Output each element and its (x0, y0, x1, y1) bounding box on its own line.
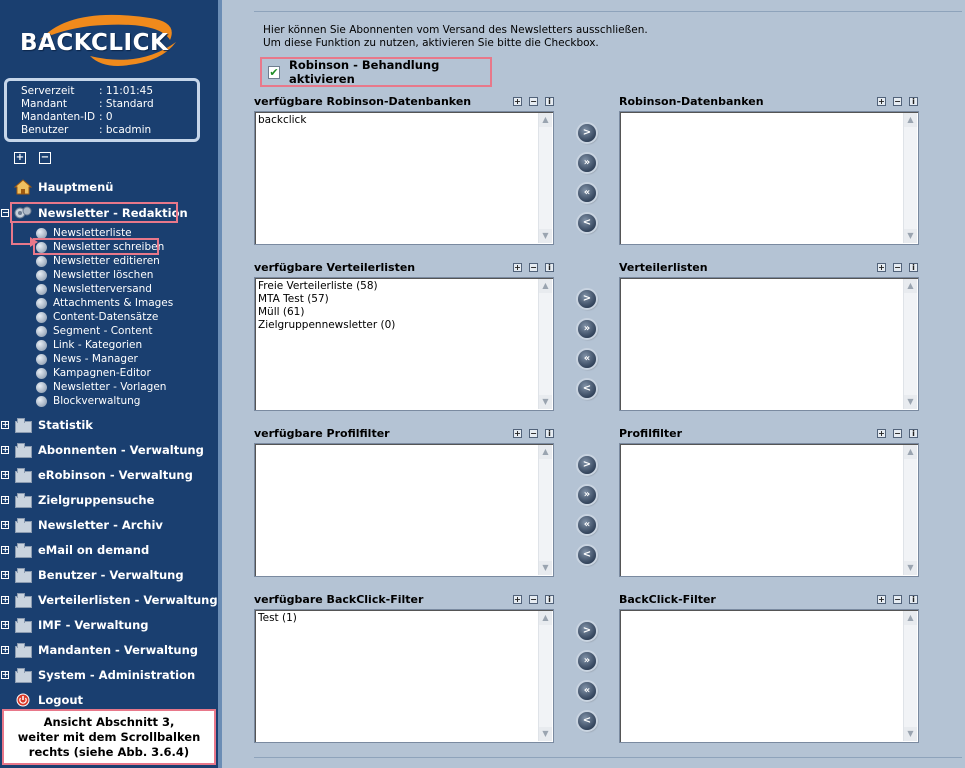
remove-all-button[interactable]: « (578, 516, 596, 534)
globe-icon (36, 312, 47, 323)
sub-item-label: Newsletterversand (53, 283, 152, 295)
globe-icon (36, 396, 47, 407)
scroll-up-icon[interactable]: ▲ (904, 113, 917, 127)
menu-item-label: eMail on demand (38, 543, 150, 557)
folder-icon (14, 543, 32, 557)
expand-icon[interactable]: + (2, 445, 9, 454)
bottom-divider (254, 757, 962, 758)
expand-panel-button[interactable]: + (878, 97, 885, 106)
folder-icon (14, 418, 32, 432)
listbox-scrollbar[interactable] (538, 611, 552, 741)
expand-icon[interactable]: + (2, 620, 9, 629)
folder-icon (14, 668, 32, 682)
expand-panel-button[interactable]: + (878, 429, 885, 438)
robinson-db-title: Robinson-Datenbanken (619, 95, 764, 108)
sub-item-label: News - Manager (53, 353, 138, 365)
expand-panel-button[interactable]: + (514, 429, 521, 438)
menu-item-email-on-demand[interactable] (0, 541, 149, 559)
collapse-panel-button[interactable]: − (894, 263, 901, 272)
scroll-down-icon[interactable]: ▼ (539, 561, 552, 575)
info-panel-button[interactable]: i (909, 97, 918, 106)
intro-text (263, 24, 648, 50)
menu-item-label: System - Administration (38, 668, 196, 682)
sub-item-newsletter-vorlagen[interactable] (36, 380, 166, 394)
available-robinson-db-title: verfügbare Robinson-Datenbanken (254, 95, 472, 108)
folder-icon (14, 493, 32, 507)
expand-panel-button[interactable]: + (878, 263, 885, 272)
info-panel-button[interactable]: i (545, 429, 554, 438)
pointer-arrow-icon (8, 220, 40, 248)
sub-item-label: Newsletter schreiben (53, 241, 165, 253)
top-divider (254, 11, 962, 12)
sub-item-label: Link - Kategorien (53, 339, 143, 351)
robinson-toggle[interactable] (260, 57, 492, 87)
menu-item-label: Zielgruppensuche (38, 493, 155, 507)
listbox-scrollbar[interactable] (903, 445, 917, 575)
available-robinson-db-list[interactable] (254, 111, 554, 245)
folder-icon (14, 443, 32, 457)
add-all-button[interactable]: » (578, 652, 596, 670)
sub-item-newsletter-editieren[interactable] (36, 254, 160, 268)
list-item[interactable]: Zielgruppennewsletter (0) (258, 319, 396, 331)
sub-item-label: Newsletterliste (53, 227, 132, 239)
listbox-scrollbar[interactable] (903, 279, 917, 409)
available-profile-filters-title: verfügbare Profilfilter (254, 427, 390, 440)
sub-item-segment-content[interactable] (36, 324, 152, 338)
sub-item-label: Newsletter - Vorlagen (53, 381, 167, 393)
menu-item-newsletter-archiv[interactable] (0, 516, 163, 534)
sub-item-link-kategorien[interactable] (36, 338, 142, 352)
globe-icon (36, 284, 47, 295)
listbox-scrollbar[interactable] (903, 611, 917, 741)
menu-item-home[interactable] (14, 178, 113, 196)
info-value: : bcadmin (99, 124, 152, 136)
expand-icon[interactable]: + (2, 420, 9, 429)
remove-all-button[interactable]: « (578, 184, 596, 202)
menu-item-statistik[interactable] (0, 416, 93, 434)
info-panel-button[interactable]: i (909, 263, 918, 272)
scroll-up-icon[interactable]: ▲ (904, 445, 917, 459)
menu-item-zielgruppensuche[interactable] (0, 491, 154, 509)
expand-all-button[interactable]: + (15, 152, 25, 163)
globe-icon (36, 326, 47, 337)
expand-panel-button[interactable]: + (878, 595, 885, 604)
info-panel-button[interactable]: i (545, 97, 554, 106)
info-panel-button[interactable]: i (909, 429, 918, 438)
scroll-up-icon[interactable]: ▲ (539, 611, 552, 625)
available-distribution-lists-list[interactable] (254, 277, 554, 411)
expand-icon[interactable]: + (2, 570, 9, 579)
add-all-button[interactable]: » (578, 320, 596, 338)
collapse-panel-button[interactable]: − (894, 595, 901, 604)
sub-item-label: Newsletter löschen (53, 269, 154, 281)
expand-icon[interactable]: + (2, 470, 9, 479)
robinson-checkbox-label: Robinson - Behandlung aktivieren (289, 58, 440, 86)
robinson-checkbox[interactable]: ✔ (269, 65, 279, 79)
expand-icon[interactable]: + (2, 545, 9, 554)
menu-item-label: Logout (38, 693, 84, 707)
info-key: Benutzer (21, 124, 69, 136)
scroll-down-icon[interactable]: ▼ (904, 229, 917, 243)
list-item[interactable]: Freie Verteilerliste (58) (258, 280, 378, 292)
sub-item-newsletterversand[interactable] (36, 282, 152, 296)
caption-line: rechts (siehe Abb. 3.6.4) (28, 745, 190, 759)
available-profile-filters-list[interactable] (254, 443, 554, 577)
menu-item-label: Hauptmenü (38, 180, 114, 194)
collapse-panel-button[interactable]: − (530, 595, 537, 604)
collapse-panel-button[interactable]: − (894, 97, 901, 106)
menu-item-benutzer-verwaltung[interactable] (0, 566, 184, 584)
scroll-down-icon[interactable]: ▼ (904, 561, 917, 575)
home-icon (14, 179, 32, 195)
sub-item-newsletter-loeschen[interactable] (36, 268, 153, 282)
menu-item-label: Newsletter - Redaktion (38, 206, 188, 220)
main-content (222, 0, 965, 768)
menu-item-label: IMF - Verwaltung (38, 618, 149, 632)
logo-wordmark: BACKCLICK (20, 30, 169, 56)
menu-item-erobinson-verwaltung[interactable] (0, 466, 193, 484)
menu-item-label: eRobinson - Verwaltung (38, 468, 193, 482)
sub-item-label: Blockverwaltung (53, 395, 141, 407)
available-distribution-lists-title: verfügbare Verteilerlisten (254, 261, 416, 274)
client-id-row (21, 111, 197, 124)
sub-item-content-datensaetze[interactable] (36, 310, 158, 324)
expand-panel-button[interactable]: + (514, 595, 521, 604)
list-item[interactable]: Müll (61) (258, 306, 305, 318)
profile-filters-list[interactable] (619, 443, 919, 577)
power-icon (16, 693, 30, 707)
menu-item-abonnenten-verwaltung[interactable] (0, 441, 204, 459)
menu-item-mandanten-verwaltung[interactable] (0, 641, 198, 659)
user-row (21, 124, 197, 137)
expand-panel-button[interactable]: + (514, 97, 521, 106)
highlight-newsletter-schreiben (33, 238, 159, 255)
menu-item-imf-verwaltung[interactable] (0, 616, 149, 634)
client-row (21, 98, 197, 111)
expand-icon[interactable]: + (2, 670, 9, 679)
sub-item-label: Attachments & Images (53, 297, 174, 309)
scroll-up-icon[interactable]: ▲ (539, 445, 552, 459)
globe-icon (36, 298, 47, 309)
info-value: : 11:01:45 (99, 85, 154, 97)
add-selected-button[interactable]: > (578, 456, 596, 474)
menu-item-verteilerlisten-verwaltung[interactable] (0, 591, 218, 609)
listbox-scrollbar[interactable] (538, 113, 552, 243)
expand-icon[interactable]: + (2, 595, 9, 604)
listbox-scrollbar[interactable] (538, 445, 552, 575)
scroll-down-icon[interactable]: ▼ (904, 727, 917, 741)
info-value: : Standard (99, 98, 154, 110)
folder-icon (14, 618, 32, 632)
add-selected-button[interactable]: > (578, 124, 596, 142)
remove-selected-button[interactable]: < (578, 546, 596, 564)
sub-item-label: Kampagnen-Editor (53, 367, 151, 379)
scroll-up-icon[interactable]: ▲ (904, 611, 917, 625)
folder-icon (14, 568, 32, 582)
intro-line: Hier können Sie Abonnenten vom Versand des Newsletters ausschließen. (263, 24, 648, 36)
collapse-panel-button[interactable]: − (530, 429, 537, 438)
menu-item-label: Abonnenten - Verwaltung (38, 443, 204, 457)
sub-item-label: Segment - Content (53, 325, 153, 337)
collapse-panel-button[interactable]: − (530, 263, 537, 272)
profile-filters-title: Profilfilter (619, 427, 683, 440)
remove-selected-button[interactable]: < (578, 214, 596, 232)
globe-icon (36, 354, 47, 365)
annotation-caption (2, 709, 216, 765)
scroll-down-icon[interactable]: ▼ (904, 395, 917, 409)
remove-selected-button[interactable]: < (578, 712, 596, 730)
menu-item-label: Newsletter - Archiv (38, 518, 163, 532)
remove-selected-button[interactable]: < (578, 380, 596, 398)
caption-line: Ansicht Abschnitt 3, (43, 715, 175, 729)
remove-all-button[interactable]: « (578, 682, 596, 700)
listbox-scrollbar[interactable] (538, 279, 552, 409)
menu-item-label: Statistik (38, 418, 93, 432)
remove-all-button[interactable]: « (578, 350, 596, 368)
server-info-box (4, 78, 200, 142)
info-key: Serverzeit (21, 85, 75, 97)
expand-icon[interactable]: + (2, 495, 9, 504)
menu-item-label: Mandanten - Verwaltung (38, 643, 199, 657)
distribution-lists-title: Verteilerlisten (619, 261, 708, 274)
list-item[interactable]: MTA Test (57) (258, 293, 329, 305)
collapse-icon[interactable]: − (2, 208, 9, 217)
available-backclick-filters-list[interactable] (254, 609, 554, 743)
sub-item-label: Content-Datensätze (53, 311, 159, 323)
robinson-db-list[interactable] (619, 111, 919, 245)
scroll-up-icon[interactable]: ▲ (539, 113, 552, 127)
backclick-logo (18, 10, 178, 72)
add-selected-button[interactable]: > (578, 290, 596, 308)
list-item[interactable]: Test (1) (258, 612, 297, 624)
sub-item-blockverwaltung[interactable] (36, 394, 140, 408)
folder-icon (14, 643, 32, 657)
scroll-up-icon[interactable]: ▲ (904, 279, 917, 293)
add-all-button[interactable]: » (578, 486, 596, 504)
backclick-filters-list[interactable] (619, 609, 919, 743)
info-key: Mandant (21, 98, 68, 110)
info-panel-button[interactable]: i (545, 263, 554, 272)
info-panel-button[interactable]: i (545, 595, 554, 604)
menu-item-system-administration[interactable] (0, 666, 195, 684)
server-time-row (21, 85, 197, 98)
distribution-lists-list[interactable] (619, 277, 919, 411)
scroll-up-icon[interactable]: ▲ (539, 279, 552, 293)
sub-item-kampagnen-editor[interactable] (36, 366, 151, 380)
add-all-button[interactable]: » (578, 154, 596, 172)
sidebar (0, 0, 218, 768)
sub-item-news-manager[interactable] (36, 352, 138, 366)
available-backclick-filters-title: verfügbare BackClick-Filter (254, 593, 424, 606)
collapse-panel-button[interactable]: − (530, 97, 537, 106)
globe-icon (36, 368, 47, 379)
collapse-panel-button[interactable]: − (894, 429, 901, 438)
folder-icon (14, 518, 32, 532)
list-item[interactable]: backclick (258, 114, 307, 126)
folder-icon (14, 593, 32, 607)
sub-item-attachments-images[interactable] (36, 296, 173, 310)
menu-item-logout[interactable] (16, 691, 83, 709)
folder-icon (14, 468, 32, 482)
listbox-scrollbar[interactable] (903, 113, 917, 243)
menu-item-label: Verteilerlisten - Verwaltung (38, 593, 218, 607)
scroll-down-icon[interactable]: ▼ (539, 395, 552, 409)
info-value: : 0 (99, 111, 113, 123)
menu-item-label: Benutzer - Verwaltung (38, 568, 184, 582)
add-selected-button[interactable]: > (578, 622, 596, 640)
info-key: Mandanten-ID (21, 111, 96, 123)
scroll-down-icon[interactable]: ▼ (539, 727, 552, 741)
expand-icon[interactable]: + (2, 645, 9, 654)
backclick-filters-title: BackClick-Filter (619, 593, 716, 606)
expand-panel-button[interactable]: + (514, 263, 521, 272)
collapse-all-button[interactable]: − (40, 152, 50, 163)
expand-icon[interactable]: + (2, 520, 9, 529)
globe-icon (36, 382, 47, 393)
globe-icon (36, 340, 47, 351)
caption-line: weiter mit dem Scrollbalken (17, 730, 201, 744)
scroll-down-icon[interactable]: ▼ (539, 229, 552, 243)
info-panel-button[interactable]: i (909, 595, 918, 604)
globe-icon (36, 270, 47, 281)
sub-item-label: Newsletter editieren (53, 255, 160, 267)
intro-line: Um diese Funktion zu nutzen, aktivieren Sie bitte die Checkbox. (263, 37, 599, 49)
globe-icon (36, 256, 47, 267)
